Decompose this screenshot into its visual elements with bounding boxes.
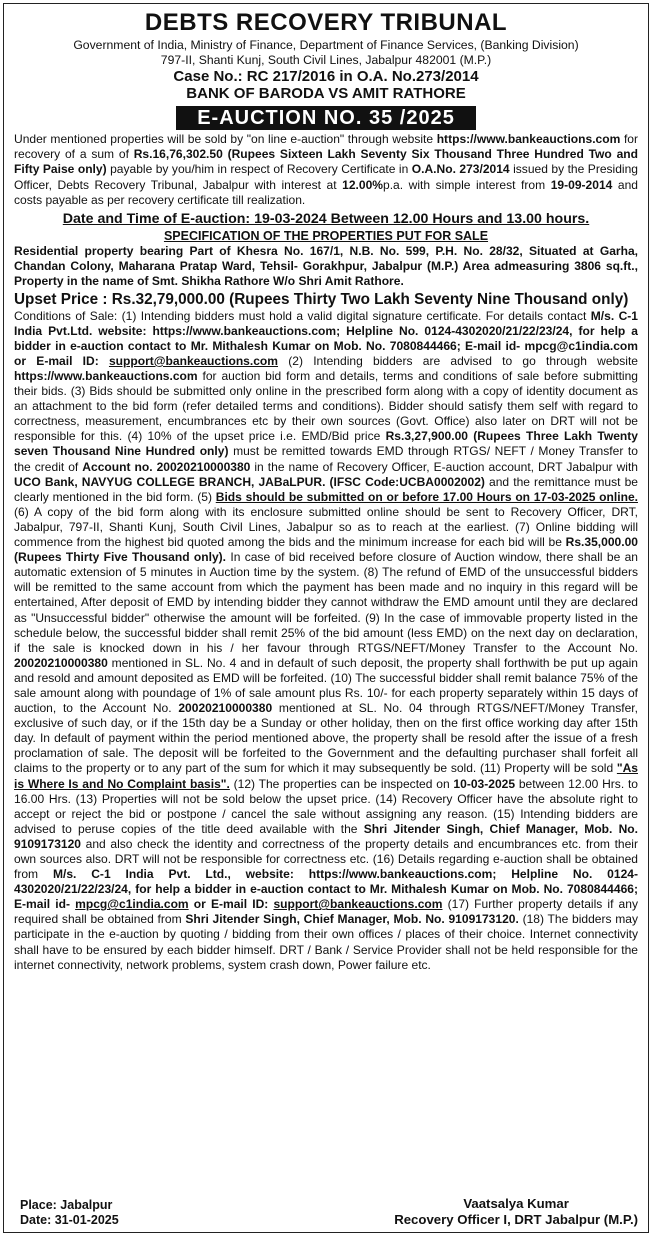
cond-bold: M/s. C-1 India Pvt. Ltd., website: https://www.bankeauctions.com; Helpline No. 0124-4302020/21/22/23/24, for help a bidder in e-auction contact to Mr. Mithalesh Kumar on Mob. No. 7080844466; E-mail id- <box>14 867 638 912</box>
conditions-of-sale <box>14 309 638 973</box>
auction-datetime: Date and Time of E-auction: 19-03-2024 Between 12.00 Hours and 13.00 hours. <box>62 211 590 228</box>
support-email: support@bankeauctions.com <box>108 353 279 368</box>
cond-text: must be remitted towards EMD through RTGS/ NEFT / Money Transfer to the credit of <box>14 444 638 474</box>
tribunal-title: DEBTS RECOVERY TRIBUNAL <box>144 9 508 36</box>
contact-person: Shri Jitender Singh, Chief Manager, Mob. No. 9109173120. <box>185 912 519 927</box>
parties: BANK OF BARODA VS AMIT RATHORE <box>186 85 466 102</box>
auction-number-banner: E-AUCTION NO. 35 /2025 <box>176 106 476 130</box>
cond-text: mentioned in SL. No. 4 and in default of such deposit, the property shall forthwith be put up again and resold and amount deposited as EMD will be forfeited. (10) The successful bidder shall remit balance 75% of the sale amount along with poundage of 1% of sale amount plus Rs. 10/- for each property separately within 15 days of auction, to the Account No. <box>14 655 638 716</box>
cond-text: mentioned at SL. No. 04 through RTGS/NEFT/Money Transfer, exclusive of such day, or if the 15th day be a Sunday or other holiday, then on the first office working day after 15th day. In default of payment within the period mentioned above, the property shall be resold after the issue of a fresh proclamation of sale. The deposit will be forfeited to the Government and the defaulting purchaser shall forfeit all claims to the property or to any part of the sum for which it may subsequently be sold. (11) Property will be sold <box>14 701 638 776</box>
cond-text: In case of bid received before closure of Auction window, there shall be an automatic extension of 5 minutes in Auction time by the system. (8) The refund of EMD of the unsuccessful bidders will be remitted to the same account from which the payment has been made and no inquiry in this regard will be entertained, After deposit of EMD by intending bidder they cannot withdraw the EMD amount until they are declared as "Unsuccessful bidder" otherwise the amount will be forfeited. (9) In the case of immovable property listed in the schedule below, the successful bidder shall remit 25% of the bid amount (less EMD) on the next day on declaration, if the sale is knocked down in his / her favour through RTGS/NEFT/Money Transfer to the Account No. <box>14 550 638 655</box>
support-email: support@bankeauctions.com <box>273 897 443 912</box>
cond-text: (17) Further property details if any required shall be obtained from <box>14 897 638 927</box>
intro-text: for recovery of a sum of <box>14 132 638 162</box>
cond-bold: or E-mail ID: <box>188 897 274 912</box>
interest-rate: 12.00% <box>342 177 383 192</box>
intro-paragraph <box>14 132 638 208</box>
notice-date: Date: 31-01-2025 <box>20 1213 119 1227</box>
footer <box>14 1194 638 1228</box>
upset-price: Upset Price : Rs.32,79,000.00 (Rupees Thirty Two Lakh Seventy Nine Thousand only) <box>14 290 629 308</box>
account-number: Account no. 20020210000380 <box>82 459 251 474</box>
emd-amount: Rs.3,27,900.00 (Rupees Three Lakh Twenty seven Thousand Nine Hundred only) <box>14 429 638 459</box>
signatory-block <box>394 1196 638 1228</box>
signatory-title: Recovery Officer I, DRT Jabalpur (M.P.) <box>394 1212 638 1227</box>
place-date-block <box>20 1198 119 1228</box>
cond-text: in the name of Recovery Officer, E-auction account, DRT Jabalpur with <box>250 459 639 474</box>
cond-text: and the remittance must be clearly mentioned in the bid form. (5) <box>14 474 638 504</box>
place: Place: Jabalpur <box>20 1198 113 1212</box>
website-link: https://www.bankeauctions.com <box>436 132 621 146</box>
notice-page <box>3 3 649 1233</box>
address-line: 797-II, Shanti Kunj, South Civil Lines, Jabalpur 482001 (M.P.) <box>160 53 492 67</box>
case-number: Case No.: RC 217/2016 in O.A. No.273/2014 <box>173 68 479 85</box>
govt-line: Government of India, Ministry of Finance, Department of Finance Services, (Banking Division) <box>73 38 579 52</box>
as-is-clause: "As is Where Is and No Complaint basis". <box>14 761 638 791</box>
intro-text: Under mentioned properties will be sold by "on line e-auction" through website <box>14 132 437 146</box>
intro-text: and costs payable as per recovery certificate till realization. <box>14 177 638 207</box>
interest-from-date: 19-09-2014 <box>550 177 613 192</box>
bank-details: UCO Bank, NAVYUG COLLEGE BRANCH, JABaLPUR. (IFSC Code:UCBA0002002) <box>14 474 485 489</box>
cond-text: (2) Intending bidders are advised to go through website <box>278 353 638 368</box>
cond-text: (18) The bidders may participate in the e-auction by quoting / bidding from their own offices / places of their choice. Internet connectivity shall have to be ensured by each bidder himself. DRT / Bank / Service Provider shall not be held responsible for the internet connectivity, network problems, system crash down, Power failure etc. <box>14 912 639 972</box>
cond-text: (12) The properties can be inspected on <box>229 776 454 791</box>
cond-text: between 12.00 Hrs. to 16.00 Hrs. (13) Properties will not be sold below the upset price. (14) Recovery Officer have the absolute right to accept or reject the bid or postpone / cancel the sale without assigning any reason. (15) Intending bidders are advised to peruse copies of the title deed available with the <box>14 776 638 836</box>
signatory-name: Vaatsalya Kumar <box>463 1196 569 1211</box>
intro-text: issued by the Presiding Officer, Debts Recovery Tribunal, Jabalpur with interest at <box>14 162 639 192</box>
spec-heading: SPECIFICATION OF THE PROPERTIES PUT FOR SALE <box>163 229 489 244</box>
contact-person: Shri Jitender Singh, Chief Manager, Mob. No. 9109173120 <box>14 821 639 851</box>
account-number: 20020210000380 <box>14 655 108 670</box>
inspection-date: 10-03-2025 <box>453 776 516 791</box>
contact-email: mpcg@c1india.com <box>75 897 189 912</box>
bid-increment: Rs.35,000.00 (Rupees Thirty Five Thousand only). <box>14 535 638 565</box>
website-link: https://www.bankeauctions.com <box>14 369 198 383</box>
cond-text: and also check the identity and correctness of the property details and encumbrances etc. from their own sources also. DRT will not be responsible for correctness etc. (16) Details regarding e-auction shall be obtained from <box>14 836 638 882</box>
oa-number: O.A.No. 273/2014 <box>411 162 510 177</box>
account-number: 20020210000380 <box>178 701 273 716</box>
cond-text: for auction bid form and details, terms and conditions of sale before submitting their bids. (3) Bids should be submitted only online in the prescribed form along with a copy of identity document as an attachment to the bid form (refer detailed terms and conditions). Bidder should satisfy them self with regard to correctness, measurement, encumbrances etc by their own sources (Govt. Office) also later on DRT will not be responsible for this. (4) 10% of the upset price i.e. EMD/Bid price <box>14 369 638 444</box>
property-description: Residential property bearing Part of Khesra No. 167/1, N.B. No. 599, P.H. No. 28/32, Situated at Garha, Chandan Colony, Maharana Pratap Ward, Tehsil- Gorakhpur, Jabalpur (M.P.) Area admeasuring 3806 sq.ft., Property in the name of Smt. Shikha Rathore W/o Shri Amit Rathore. <box>14 244 638 289</box>
intro-text: payable by you/him in respect of Recovery Certificate in <box>106 162 412 177</box>
cond-bold: M/s. C-1 India Pvt.Ltd. website: https://www.bankeauctions.com; Helpline No. 0124-4302020/21/22/23/24, for help a bidder in e-auction contact to Mr. Mithalesh Kumar on Mob. No. 7080844466; E-mail id- mpcg@c1india.com or E-mail ID: <box>14 308 638 368</box>
recovery-amount: Rs.16,76,302.50 (Rupees Sixteen Lakh Seventy Six Thousand Three Hundred Two and Fifty Paise only) <box>14 147 639 177</box>
intro-text: p.a. with simple interest from <box>383 177 551 192</box>
cond-text: (6) A copy of the bid form along with its enclosure submitted online should be sent to Recovery Officer, DRT, Jabalpur, 797-II, Shanti Kunj, South Civil Lines, Jabalpur so as to reach at the earliest. (7) Online bidding will commence from the highest bid quoted among the bids and the minimum increase for each bid will be <box>14 504 638 550</box>
bid-deadline: Bids should be submitted on or before 17.00 Hours on 17-03-2025 online. <box>215 489 638 504</box>
cond-text: Conditions of Sale: (1) Intending bidders must hold a valid digital signature certificate. For details contact <box>14 308 591 323</box>
